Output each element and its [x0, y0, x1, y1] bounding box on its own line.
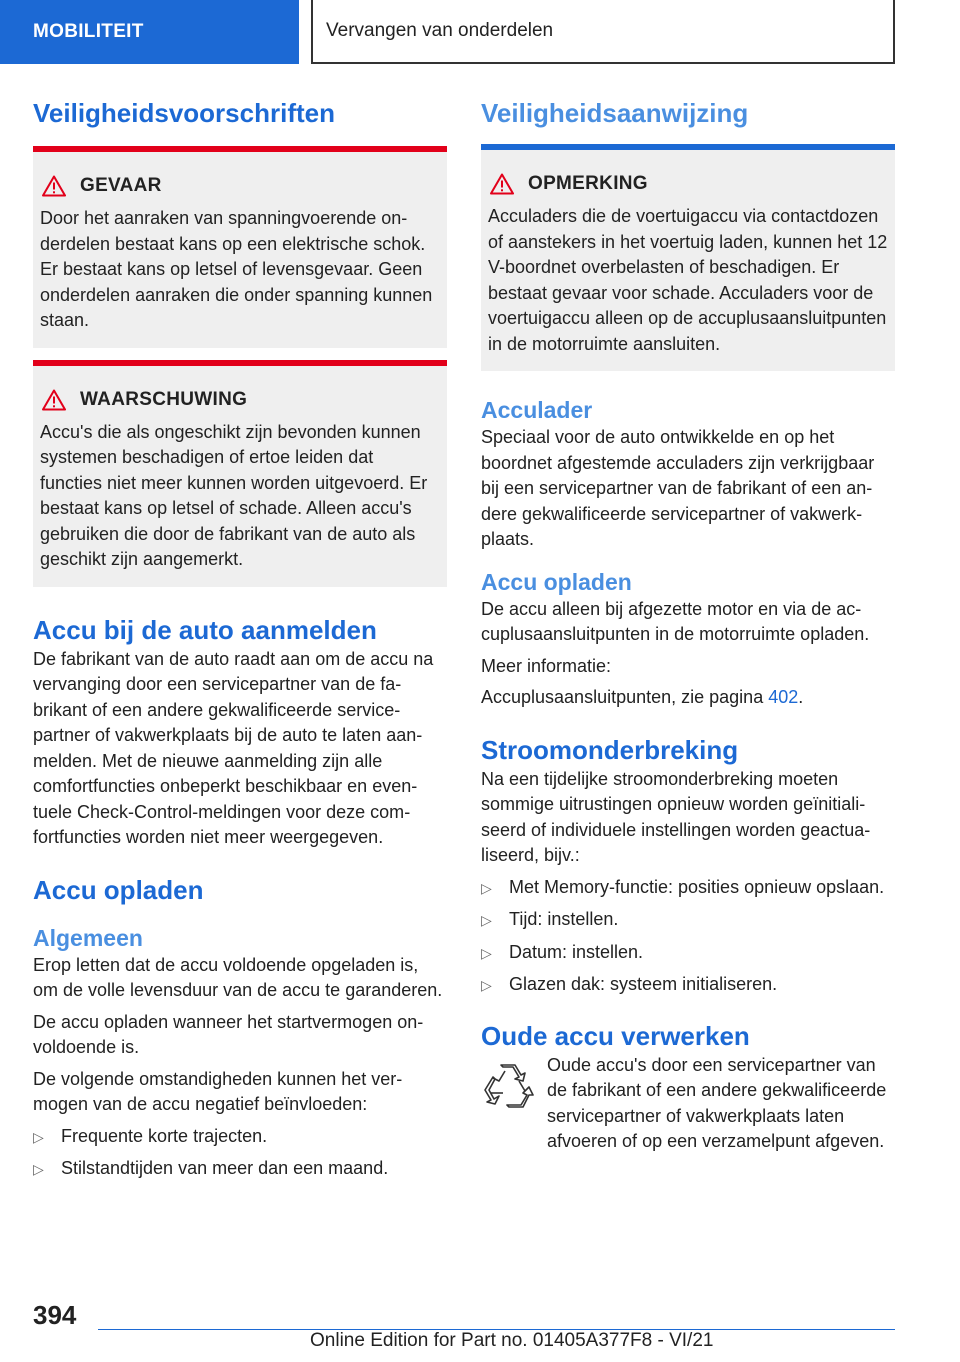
list-item: [481, 940, 895, 967]
warning-triangle-icon: [42, 389, 66, 411]
page-reference: [481, 685, 895, 711]
section-tab: MOBILITEIT: [0, 0, 299, 64]
warning-label: WAARSCHUWING: [80, 388, 248, 410]
warning-triangle-icon: [42, 175, 66, 197]
left-column: [33, 96, 447, 1183]
more-info: Meer informatie:: [481, 655, 612, 676]
warning-notice: [33, 360, 447, 587]
heading-instruction: Veiligheidsaanwijzing: [481, 98, 749, 128]
heading-power: Stroomonderbreking: [481, 734, 739, 765]
note-label: OPMERKING: [528, 173, 648, 194]
register-text: De fabrikant van de auto raadt aan om de accu na vervanging door een servicepartner van de fabrikant of een andere gekwalificeerde servicepartner of vakwerkplaats bij de auto te laten aanmelden. Met de nieuwe aanmelding zijn alle comfortfuncties onbeperkt beschikbaar en eventuele Check-Control-meldingen voor deze comfortfuncties worden niet meer weergegeven.: [33, 648, 434, 847]
triangle-bullet-icon: ▷: [33, 1161, 44, 1177]
page-link[interactable]: 402: [768, 687, 799, 707]
charger-text: Speciaal voor de auto ontwikkelde en op het boordnet afgestemde acculaders zijn verkrijgbaar bij een servicepartner van de fabrikant of een andere gekwalificeerde servicepartner of vakwerkplaats.: [481, 427, 875, 549]
warning-triangle-icon: [490, 173, 514, 195]
note-bar: [481, 144, 895, 150]
danger-text: Door het aanraken van spanningvoerende onderdelen bestaat kans op een elektrische schok. Er bestaat kans op letsel of levensgevaar. Geen onderdelen aanraken die onder spanning kunnen staan.: [40, 208, 433, 330]
recycle-icon: [481, 1059, 535, 1113]
list-item: [33, 1156, 447, 1183]
reference-suffix: .: [798, 687, 804, 707]
triangle-bullet-icon: ▷: [481, 977, 492, 993]
triangle-bullet-icon: ▷: [33, 1128, 44, 1145]
note-notice: [481, 144, 895, 371]
heading-charge2: Accu opladen: [481, 568, 632, 595]
heading-disposal: Oude accu verwerken: [481, 1020, 750, 1051]
list-item: [481, 875, 895, 902]
heading-charger: Acculader: [481, 397, 593, 423]
list-item-text: Frequente korte trajecten.: [61, 1125, 268, 1146]
heading-charge: Accu opladen: [33, 874, 204, 905]
list-item: [481, 907, 895, 934]
charge2-text: De accu alleen bij afgezette motor en via de accuplusaansluitpunten in de motorruimte opladen.: [481, 598, 870, 644]
general-p3: De volgende omstandigheden kunnen het vermogen van de accu negatief beïnvloeden:: [33, 1068, 403, 1114]
triangle-bullet-icon: ▷: [481, 944, 492, 961]
general-p2: De accu opladen wanneer het startvermogen onvoldoende is.: [33, 1011, 424, 1057]
page-header: [0, 0, 960, 66]
danger-label: GEVAAR: [80, 175, 162, 196]
page-number: 394: [33, 1300, 77, 1330]
disposal-text: Oude accu's door een servicepartner van de fabrikant of een andere gekwalificeerde servicepartner of vakwerkplaats laten afvoeren of op een verzamelpunt afgeven.: [547, 1054, 887, 1151]
list-item-text: Stilstandtijden van meer dan een maand.: [61, 1158, 389, 1178]
heading-safety: Veiligheidsvoorschriften: [33, 98, 335, 128]
list-item-text: Tijd: instellen.: [509, 909, 619, 929]
triangle-bullet-icon: ▷: [481, 879, 492, 896]
list-item: [33, 1124, 447, 1151]
reference-text: Accuplusaansluitpunten, zie pagina: [481, 687, 769, 707]
heading-register: Accu bij de auto aanmelden: [33, 614, 377, 645]
power-text: Na een tijdelijke stroomonderbreking moeten sommige uitrustingen opnieuw worden geïnitialiseerd of individuele instellingen worden geactualiseerd, bijv.:: [481, 768, 871, 865]
heading-general: Algemeen: [33, 924, 143, 951]
list-item-text: Datum: instellen.: [509, 941, 644, 962]
list-item-text: Met Memory-functie: posities opnieuw opslaan.: [509, 876, 885, 897]
warning-text: Accu's die als ongeschikt zijn bevonden kunnen systemen beschadigen of ertoe leiden dat functies niet meer kunnen worden uitgevoerd. Er bestaat kans op letsel of schade. Alleen accu's gebruiken die door de fabrikant van de auto als geschikt zijn aangemerkt.: [40, 421, 428, 569]
edition-text: Online Edition for Part no. 01405A377F8 - VI/21: [310, 1330, 714, 1351]
triangle-bullet-icon: ▷: [481, 912, 492, 928]
note-text: Acculaders die de voertuigaccu via contactdozen of aanstekers in het voertuig laden, kunnen het 12 V-boordnet overbelasten of beschadigen. Er bestaat gevaar voor schade. Acculaders voor de voertuigaccu alleen op de accuplusaansluitpunten in de motorruimte aansluiten.: [488, 206, 888, 354]
right-column: [481, 96, 895, 1155]
warning-bar: [33, 360, 447, 366]
danger-bar: [33, 146, 447, 152]
danger-notice: [33, 146, 447, 348]
chapter-title: Vervangen van onderdelen: [311, 0, 895, 64]
general-p1: Erop letten dat de accu voldoende opgeladen is, om de volle levensduur van de accu te garanderen.: [33, 954, 443, 1000]
page-footer: [0, 1290, 960, 1362]
list-item-text: Glazen dak: systeem initialiseren.: [509, 974, 778, 994]
disposal-block: [481, 1053, 895, 1155]
list-item: [481, 972, 895, 999]
